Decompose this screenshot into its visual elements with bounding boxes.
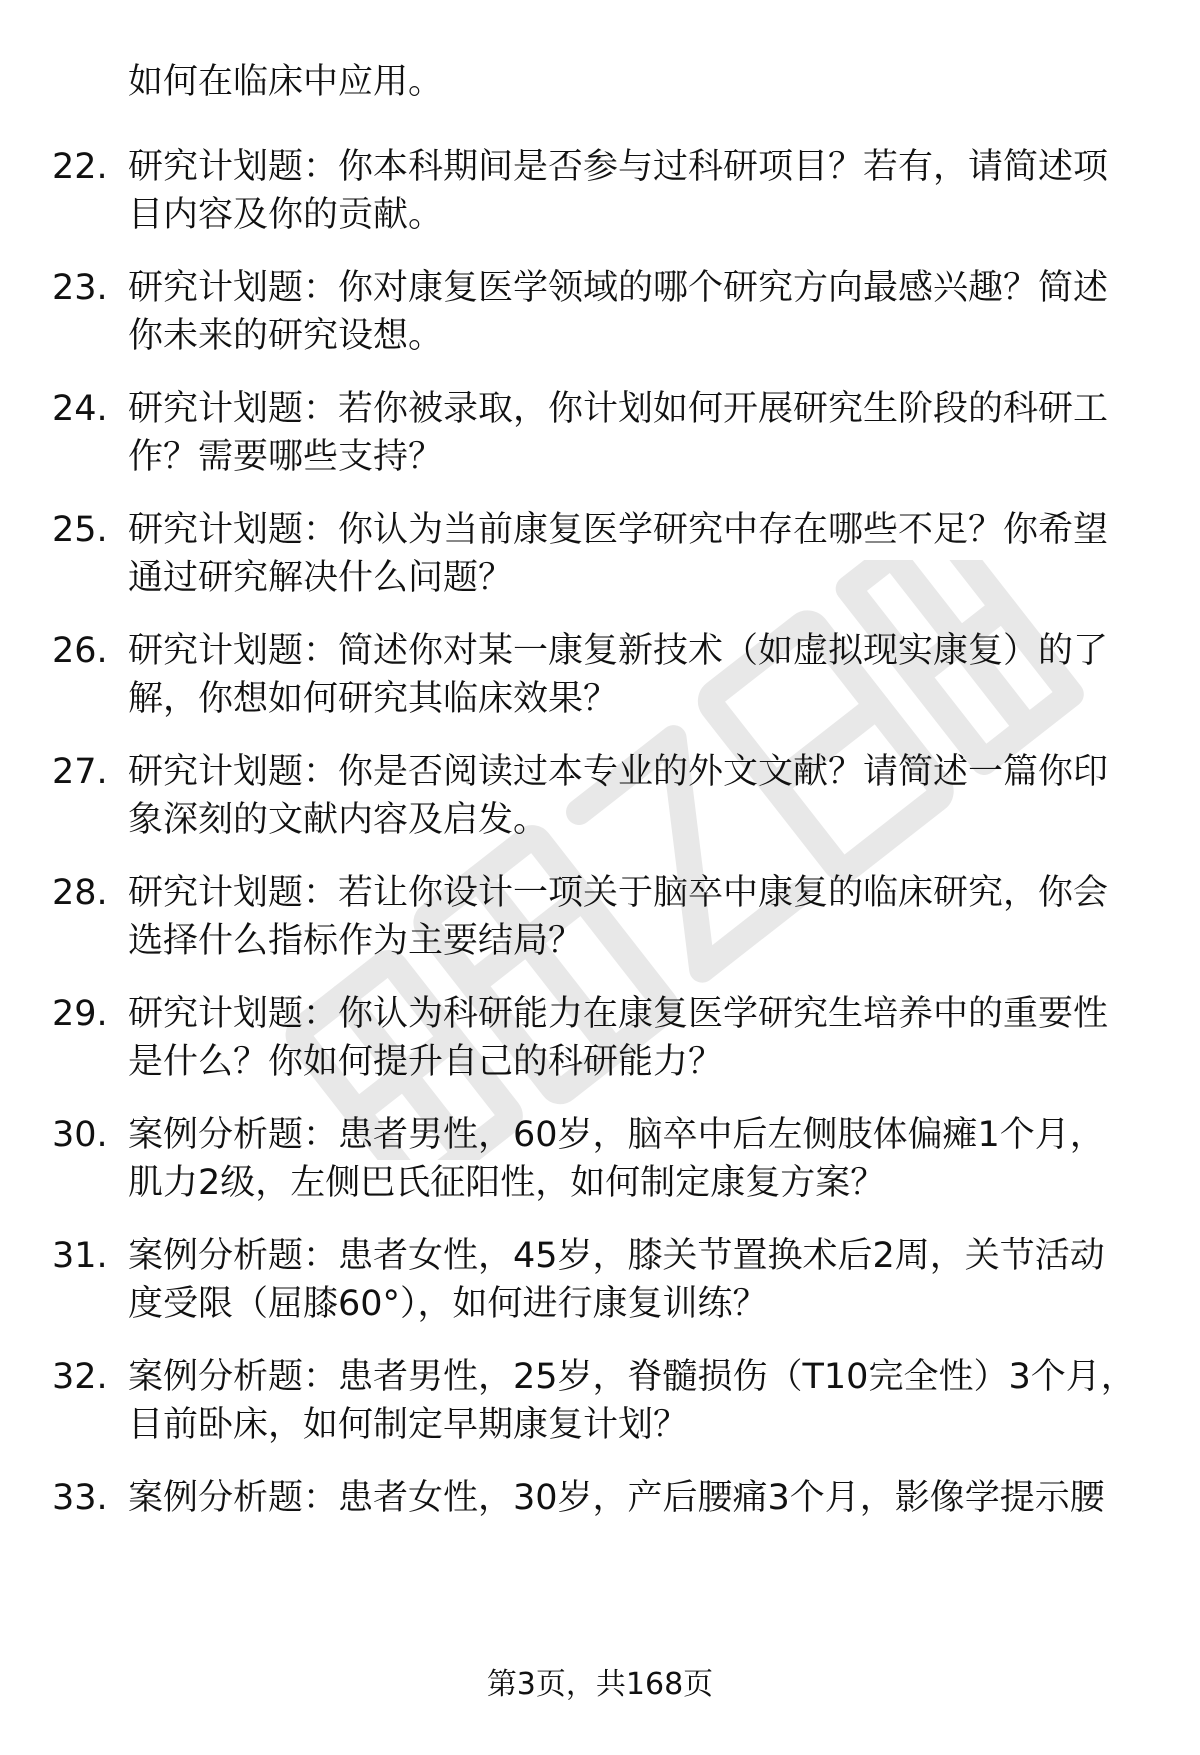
question-text: 研究计划题：你本科期间是否参与过科研项目？若有，请简述项 目内容及你的贡献。 xyxy=(128,147,1109,235)
question-number: 32. xyxy=(52,1357,108,1397)
question-number: 31. xyxy=(52,1236,108,1276)
question-number: 26. xyxy=(52,631,108,671)
question-text: 研究计划题：你是否阅读过本专业的外文文献？请简述一篇你印 象深刻的文献内容及启发。 xyxy=(128,752,1109,840)
question-number: 25. xyxy=(52,510,108,550)
list-item xyxy=(52,748,1152,844)
page-footer: 第3页，共168页 xyxy=(486,1667,714,1702)
question-text: 案例分析题：患者男性，60岁，脑卒中后左侧肢体偏瘫1个月， 肌力2级，左侧巴氏征阳性，如何制定康复方案？ xyxy=(128,1115,1105,1203)
list-item xyxy=(52,1353,1152,1449)
question-number: 28. xyxy=(52,873,108,913)
question-text: 研究计划题：若让你设计一项关于脑卒中康复的临床研究，你会 选择什么指标作为主要结局？ xyxy=(128,873,1109,961)
list-item xyxy=(52,264,1152,360)
question-list xyxy=(52,143,1152,1547)
list-item xyxy=(52,990,1152,1086)
question-number: 33. xyxy=(52,1478,108,1518)
question-number: 23. xyxy=(52,268,108,308)
question-number: 29. xyxy=(52,994,108,1034)
question-text: 研究计划题：若你被录取，你计划如何开展研究生阶段的科研工 作？需要哪些支持？ xyxy=(128,389,1109,477)
question-number: 24. xyxy=(52,389,108,429)
question-text: 研究计划题：你对康复医学领域的哪个研究方向最感兴趣？简述 你未来的研究设想。 xyxy=(128,268,1109,356)
question-text: 案例分析题：患者女性，30岁，产后腰痛3个月，影像学提示腰 xyxy=(128,1478,1105,1518)
question-number: 27. xyxy=(52,752,108,792)
continued-text-line: 如何在临床中应用。 xyxy=(128,62,444,102)
list-item xyxy=(52,1232,1152,1328)
question-text: 案例分析题：患者女性，45岁，膝关节置换术后2周，关节活动 度受限（屈膝60°），如何进行康复训练？ xyxy=(128,1236,1105,1324)
list-item xyxy=(52,385,1152,481)
list-item xyxy=(52,869,1152,965)
question-text: 案例分析题：患者男性，25岁，脊髓损伤（T10完全性）3个月， 目前卧床，如何制定早期康复计划？ xyxy=(128,1357,1136,1445)
question-number: 22. xyxy=(52,147,108,187)
list-item xyxy=(52,1111,1152,1207)
question-text: 研究计划题：你认为当前康复医学研究中存在哪些不足？你希望 通过研究解决什么问题？ xyxy=(128,510,1109,598)
list-item xyxy=(52,143,1152,239)
list-item xyxy=(52,627,1152,723)
question-text: 研究计划题：你认为科研能力在康复医学研究生培养中的重要性 是什么？你如何提升自己的科研能力？ xyxy=(128,994,1109,1082)
question-number: 30. xyxy=(52,1115,108,1155)
question-text: 研究计划题：简述你对某一康复新技术（如虚拟现实康复）的了 解，你想如何研究其临床效果？ xyxy=(128,631,1109,719)
list-item xyxy=(52,1474,1152,1522)
list-item xyxy=(52,506,1152,602)
